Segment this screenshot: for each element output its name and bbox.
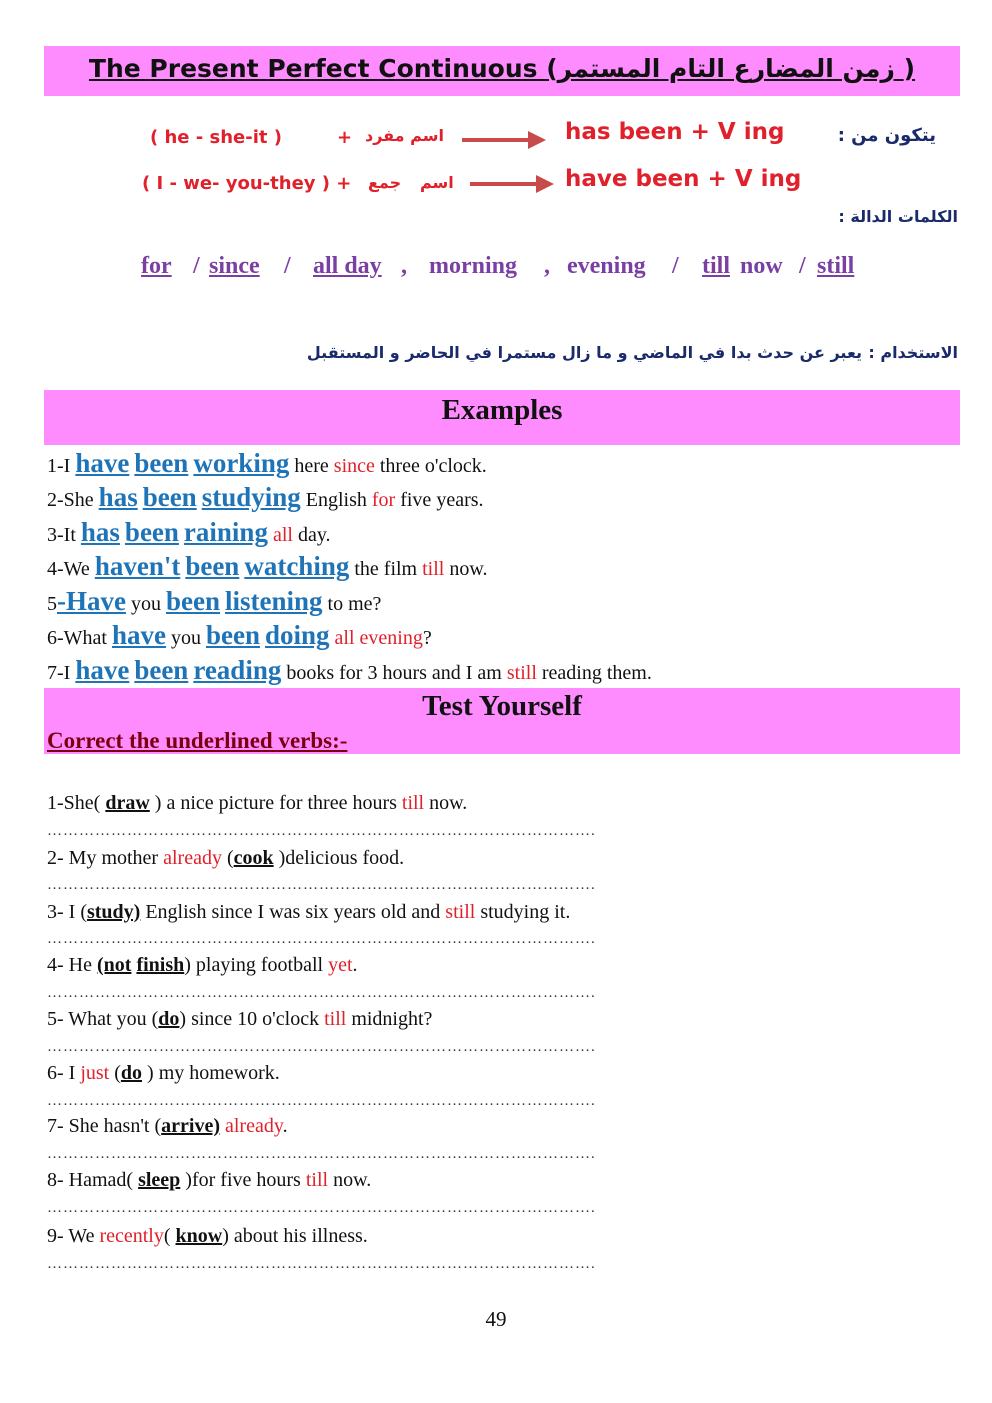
title-arabic: زمن المضارع التام المستمر [557,54,895,83]
signal-word-all-day: all day [313,253,382,279]
question-6: 6- I just (do ) my homework. [47,1062,280,1084]
signal-word-till: till [702,253,730,279]
example-5: 5-Have you been listening to me? [47,586,382,616]
signal-sep: / [672,253,679,279]
example-6: 6-What have you been doing all evening? [47,620,432,650]
answer-line-6: …………………………………………………………………………………………. [47,1093,596,1109]
page-title [44,54,960,83]
row2-result: have been + V ing [565,166,802,192]
signal-word-still: still [817,253,855,279]
answer-line-3: …………………………………………………………………………………………. [47,931,596,947]
title-band [44,46,960,96]
signal-word-evening: evening [567,253,646,279]
example-3: 3-It has been raining all day. [47,517,331,547]
answer-line-4: …………………………………………………………………………………………. [47,985,596,1001]
signal-sep: , [544,253,550,279]
signal-word-morning: morning [429,253,518,279]
usage-label: الاستخدام : [868,343,958,362]
signal-sep: / [284,253,291,279]
example-7: 7-I have been reading books for 3 hours and I am still reading them. [47,655,652,685]
signal-sep: / [799,253,806,279]
question-3: 3- I (study) English since I was six years old and still studying it. [47,901,571,923]
row1-noun-ar: اسم مفرد [365,126,444,145]
title-english: The Present Perfect Continuous ( [88,54,558,83]
signal-sep: , [401,253,407,279]
question-9: 9- We recently( know) about his illness. [47,1225,368,1247]
examples-heading: Examples [441,394,563,426]
row2-noun-ar-2: اسم [420,173,454,192]
question-8: 8- Hamad( sleep )for five hours till now. [47,1169,372,1191]
question-4: 4- He (not finish) playing football yet. [47,954,358,976]
arrow-right-icon [466,172,556,196]
row1-plus: + [337,127,353,148]
test-yourself-heading: Test Yourself [422,690,582,722]
answer-line-8: …………………………………………………………………………………………. [47,1200,596,1216]
row1-pronouns: ( he - she-it ) [150,127,282,148]
usage-text: يعبر عن حدث بدا في الماضي و ما زال مستمرا في الحاضر و المستقبل [306,343,862,362]
title-close-paren: ) [903,54,916,83]
signal-word-for: for [141,253,172,279]
structure-label: يتكون من : [837,125,936,146]
question-2: 2- My mother already (cook )delicious food. [47,847,405,869]
signal-sep: / [193,253,200,279]
answer-line-1: …………………………………………………………………………………………. [47,823,596,839]
example-4: 4-We haven't been watching the film till now. [47,551,488,581]
row2-pronouns: ( I - we- you-they ) + [142,173,352,194]
page-number: 49 [485,1307,507,1331]
signal-words-label: الكلمات الدالة : [838,207,958,226]
example-1: 1-I have been working here since three o'clock. [47,448,487,478]
example-2: 2-She has been studying English for five years. [47,482,484,512]
row1-result: has been + V ing [565,119,785,145]
signal-word-now: now [740,253,783,279]
question-5: 5- What you (do) since 10 o'clock till midnight? [47,1008,433,1030]
row2-noun-ar: جمع [368,173,402,192]
question-1: 1-She( draw ) a nice picture for three hours till now. [47,792,468,814]
arrow-right-icon [458,128,548,152]
question-7: 7- She hasn't (arrive) already. [47,1115,288,1137]
answer-line-2: …………………………………………………………………………………………. [47,877,596,893]
signal-word-since: since [209,253,260,279]
answer-line-9: …………………………………………………………………………………………. [47,1256,596,1272]
answer-line-7: …………………………………………………………………………………………. [47,1146,596,1162]
answer-line-5: …………………………………………………………………………………………. [47,1039,596,1055]
examples-band [44,390,960,445]
test-yourself-band [44,688,960,754]
test-instruction: Correct the underlined verbs:- [47,728,348,753]
